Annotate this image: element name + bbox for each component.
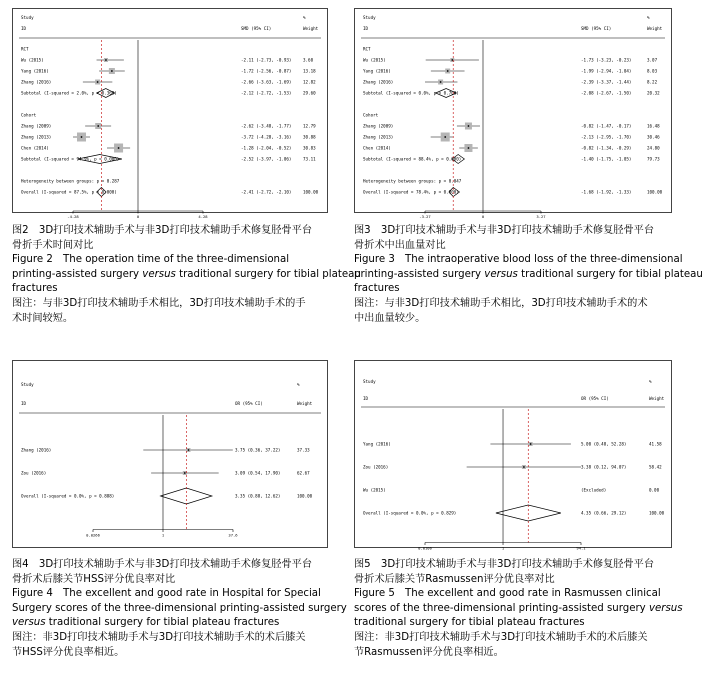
- header-weight: Weight: [647, 26, 663, 31]
- study-point: [530, 443, 532, 445]
- study-weight: 30.83: [303, 145, 316, 151]
- caption-note: 图注：非3D打印技术辅助手术与3D打印技术辅助手术的术后膝关: [12, 631, 306, 643]
- pooled-ci-text: -2.41 (-2.72, -2.10): [241, 189, 292, 195]
- study-weight: 12.79: [303, 123, 316, 129]
- caption-en-title-end: fractures: [12, 283, 58, 295]
- study-ci-text: -1.72 (-2.56, -0.87): [241, 68, 292, 74]
- study-point: [188, 449, 190, 451]
- study-ci-text: -0.82 (-1.47, -0.17): [581, 123, 632, 129]
- header-weight: Weight: [649, 396, 665, 401]
- study-ci-text: 3.75 (0.36, 37.22): [235, 447, 281, 453]
- pooled-weight: 20.32: [647, 90, 660, 96]
- caption-en-title-cont: scores of the three-dimensional printing-assisted surgery versus: [354, 602, 683, 614]
- forest-svg-fig2: [13, 9, 327, 219]
- header-percent: %: [649, 379, 652, 384]
- study-weight: 41.58: [649, 441, 662, 447]
- header-effect: OR (95% CI): [581, 396, 609, 401]
- caption-en-title-cont: Surgery scores of the three-dimensional printing-assisted surgery: [12, 602, 347, 614]
- caption-en-title: Figure 2 The operation time of the three-dimensional: [12, 254, 290, 266]
- study-point: [468, 125, 470, 127]
- caption-cn-title: 图5 3D打印技术辅助手术与非3D打印技术辅助手术修复胫骨平台: [354, 559, 655, 570]
- overall-label: Overall (I-squared = 0.0%, p = 0.829): [363, 510, 457, 516]
- study-label: Zhang (2009): [363, 123, 394, 129]
- header-percent: %: [647, 15, 650, 20]
- subtotal-label: Subtotal (I-squared = 2.0%, p = 0.360): [21, 90, 117, 96]
- x-axis-tick-label: -4.28: [67, 214, 79, 219]
- pooled-ci-text: 3.35 (0.88, 12.62): [235, 493, 281, 499]
- study-label: Chen (2014): [363, 145, 391, 151]
- study-ci-text: -2.39 (-3.37, -1.44): [581, 79, 632, 85]
- study-ci-text: -2.66 (-3.63, -1.69): [241, 79, 292, 85]
- study-ci-text: -2.62 (-3.48, -1.77): [241, 123, 292, 129]
- study-weight: 3.60: [303, 57, 314, 63]
- pooled-ci-text: -2.08 (-2.67, -1.50): [581, 90, 632, 96]
- study-label: Wu (2015): [363, 57, 386, 63]
- study-weight: 13.18: [303, 68, 316, 74]
- study-point: [81, 136, 83, 138]
- pooled-ci-text: -1.40 (-1.75, -1.05): [581, 156, 632, 162]
- x-axis-tick-label: 94.1: [576, 545, 586, 551]
- study-label: Zhang (2016): [21, 79, 52, 85]
- caption-en-title-end: versus traditional surgery for tibial plateau fractures: [12, 617, 280, 629]
- study-point: [184, 472, 186, 474]
- figure-4-caption: [12, 558, 347, 660]
- x-axis-tick-label: 0: [481, 214, 485, 219]
- study-label: Yang (2016): [21, 68, 49, 74]
- study-ci-text: -1.28 (-2.04, -0.52): [241, 145, 292, 151]
- subtotal-label: Subtotal (I-squared = 94.9%, p = 0.000): [21, 156, 120, 162]
- study-label: Zhang (2016): [363, 79, 394, 85]
- header-study: Study: [363, 379, 376, 384]
- caption-cn-title-cont: 骨折术后膝关节HSS评分优良率对比: [12, 573, 176, 585]
- caption-note-cont: 术时间较短。: [12, 312, 74, 324]
- caption-note-cont: 中出血量较少。: [354, 312, 426, 324]
- study-ci-text: -3.72 (-4.28, -3.16): [241, 134, 292, 140]
- study-label: Zhang (2016): [21, 447, 52, 453]
- study-label: Wu (2015): [21, 57, 44, 63]
- header-id: ID: [21, 26, 27, 31]
- study-point: [447, 70, 449, 72]
- study-weight: 30.46: [647, 134, 660, 140]
- pooled-weight: 100.00: [649, 510, 665, 516]
- study-weight: 58.42: [649, 464, 662, 470]
- caption-note-cont: 节Rasmussen评分优良率相近。: [354, 646, 504, 658]
- figure-5-forest-plot: [354, 360, 672, 551]
- study-ci-text: -2.13 (-2.95, -1.70): [581, 134, 632, 140]
- figure-3-forest-plot: [354, 8, 672, 219]
- caption-en-title: Figure 4 The excellent and good rate in Hospital for Special: [12, 588, 321, 600]
- study-label: Yang (2016): [363, 68, 391, 74]
- study-label: Zhang (2013): [21, 134, 52, 140]
- caption-en-title-end: traditional surgery for tibial plateau fractures: [354, 617, 585, 629]
- pooled-ci-text: -1.68 (-1.92, -1.33): [581, 189, 632, 195]
- study-weight: 0.00: [649, 487, 660, 493]
- x-axis-tick-label: 3.27: [536, 214, 546, 219]
- caption-cn-title: 图3 3D打印技术辅助手术与非3D打印技术辅助手术修复胫骨平台: [354, 225, 655, 236]
- header-effect: SMD (95% CI): [581, 26, 612, 31]
- pooled-weight: 73.11: [303, 156, 316, 162]
- pooled-ci-text: 4.35 (0.66, 29.12): [581, 510, 627, 516]
- study-weight: 8.22: [647, 79, 658, 85]
- caption-en-title: Figure 3 The intraoperative blood loss of the three-dimensional: [354, 254, 683, 266]
- header-study: Study: [363, 15, 376, 20]
- study-label: Yang (2016): [363, 441, 391, 447]
- study-label: Zhang (2009): [21, 123, 52, 129]
- study-point: [97, 81, 99, 83]
- study-point: [444, 136, 446, 138]
- caption-cn-title-cont: 骨折术后膝关节Rasmussen评分优良率对比: [354, 573, 555, 585]
- overall-label: Overall (I-squared = 0.0%, p = 0.888): [21, 493, 115, 499]
- figure-2-caption: [12, 224, 361, 326]
- caption-cn-title: 图4 3D打印技术辅助手术与非3D打印技术辅助手术修复胫骨平台: [12, 559, 313, 570]
- pooled-weight: 100.00: [647, 189, 663, 195]
- study-point: [440, 81, 442, 83]
- header-percent: %: [303, 15, 306, 20]
- subtotal-label: Subtotal (I-squared = 0.0%, p = 0.700): [363, 90, 459, 96]
- study-weight: 12.82: [303, 79, 316, 85]
- overall-label: Overall (I-squared = 87.5%, p = 0.000): [21, 189, 117, 195]
- study-label: Wu (2015): [363, 487, 386, 493]
- figure-2-forest-plot: [12, 8, 328, 219]
- x-axis-tick-label: 37.6: [228, 532, 238, 538]
- study-point: [111, 70, 113, 72]
- caption-en-title: Figure 5 The excellent and good rate in Rasmussen clinical: [354, 588, 661, 600]
- study-ci-text: -1.99 (-2.94, -1.04): [581, 68, 632, 74]
- study-label: Zou (2016): [21, 470, 47, 476]
- study-point: [97, 125, 99, 127]
- x-axis-tick-label: 1: [501, 545, 505, 551]
- caption-note-cont: 节HSS评分优良率相近。: [12, 646, 125, 658]
- caption-note: 图注：与非3D打印技术辅助手术相比，3D打印技术辅助手术的术: [354, 297, 648, 309]
- study-ci-text: 3.38 (0.12, 94.07): [581, 464, 627, 470]
- header-weight: Weight: [297, 401, 313, 406]
- study-ci-text: -0.82 (-1.34, -0.29): [581, 145, 632, 151]
- caption-cn-title-cont: 骨折手术时间对比: [12, 239, 94, 251]
- study-weight: 24.80: [647, 145, 660, 151]
- overall-label: Overall (I-squared = 78.4%, p = 0.000): [363, 189, 459, 195]
- study-ci-text: 3.09 (0.54, 17.90): [235, 470, 281, 476]
- header-study: Study: [21, 15, 34, 20]
- caption-en-title-end: fractures: [354, 283, 400, 295]
- figure-3-caption: [354, 224, 703, 326]
- study-label: Zou (2016): [363, 464, 389, 470]
- forest-svg-fig5: [355, 361, 671, 551]
- x-axis-tick-label: 0: [136, 214, 140, 219]
- header-study: Study: [21, 382, 34, 387]
- caption-en-title-cont: printing-assisted surgery versus traditional surgery for tibial plateau: [12, 268, 361, 280]
- figure-4-forest-plot: [12, 360, 328, 548]
- study-point: [468, 147, 470, 149]
- header-percent: %: [297, 382, 300, 387]
- x-axis-tick-label: 1: [161, 532, 165, 538]
- caption-note: 图注：与非3D打印技术辅助手术相比，3D打印技术辅助手术的手: [12, 297, 306, 309]
- study-point: [105, 59, 107, 61]
- caption-en-title-cont: printing-assisted surgery versus traditional surgery for tibial plateau: [354, 268, 703, 280]
- figure-5-caption: [354, 558, 684, 660]
- group-label: Cohort: [363, 112, 379, 118]
- pooled-weight: 100.00: [297, 493, 313, 499]
- pooled-weight: 100.00: [303, 189, 319, 195]
- pooled-weight: 29.60: [303, 90, 316, 96]
- study-ci-text: 5.00 (0.48, 52.28): [581, 441, 627, 447]
- x-axis-tick-label: 0.0266: [86, 532, 100, 538]
- header-weight: Weight: [303, 26, 319, 31]
- caption-note: 图注：非3D打印技术辅助手术与3D打印技术辅助手术的术后膝关: [354, 631, 648, 643]
- header-effect: OR (95% CI): [235, 401, 263, 406]
- group-label: RCT: [21, 46, 29, 52]
- heterogeneity-note: Heterogeneity between groups: p = 0.047: [363, 178, 462, 184]
- study-weight: 3.07: [647, 57, 658, 63]
- pooled-weight: 79.73: [647, 156, 660, 162]
- subtotal-label: Subtotal (I-squared = 88.4%, p = 0.000): [363, 156, 462, 162]
- study-weight: 37.33: [297, 447, 310, 453]
- caption-cn-title-cont: 骨折术中出血量对比: [354, 239, 446, 251]
- study-ci-text: -2.11 (-2.73, -0.93): [241, 57, 292, 63]
- header-id: ID: [363, 396, 369, 401]
- study-point: [523, 466, 525, 468]
- header-id: ID: [363, 26, 369, 31]
- x-axis-tick-label: 4.28: [198, 214, 208, 219]
- study-weight: 16.48: [647, 123, 660, 129]
- group-label: RCT: [363, 46, 371, 52]
- pooled-ci-text: -2.52 (-3.97, -1.06): [241, 156, 292, 162]
- study-weight: 62.67: [297, 470, 310, 476]
- group-label: Cohort: [21, 112, 37, 118]
- study-weight: 8.03: [647, 68, 658, 74]
- forest-svg-fig3: [355, 9, 671, 219]
- study-ci-text: (Excluded): [581, 487, 607, 493]
- x-axis-tick-label: 0.0106: [418, 545, 432, 551]
- heterogeneity-note: Heterogeneity between groups: p = 0.287: [21, 178, 120, 184]
- study-ci-text: -1.73 (-3.23, -0.23): [581, 57, 632, 63]
- header-id: ID: [21, 401, 27, 406]
- study-weight: 30.88: [303, 134, 316, 140]
- study-label: Chen (2014): [21, 145, 49, 151]
- forest-svg-fig4: [13, 361, 327, 547]
- study-label: Zhang (2013): [363, 134, 394, 140]
- caption-cn-title: 图2 3D打印技术辅助手术与非3D打印技术辅助手术修复胫骨平台: [12, 225, 313, 236]
- header-effect: SMD (95% CI): [241, 26, 272, 31]
- x-axis-tick-label: -3.27: [419, 214, 431, 219]
- pooled-ci-text: -2.12 (-2.72, -1.53): [241, 90, 292, 96]
- study-point: [118, 147, 120, 149]
